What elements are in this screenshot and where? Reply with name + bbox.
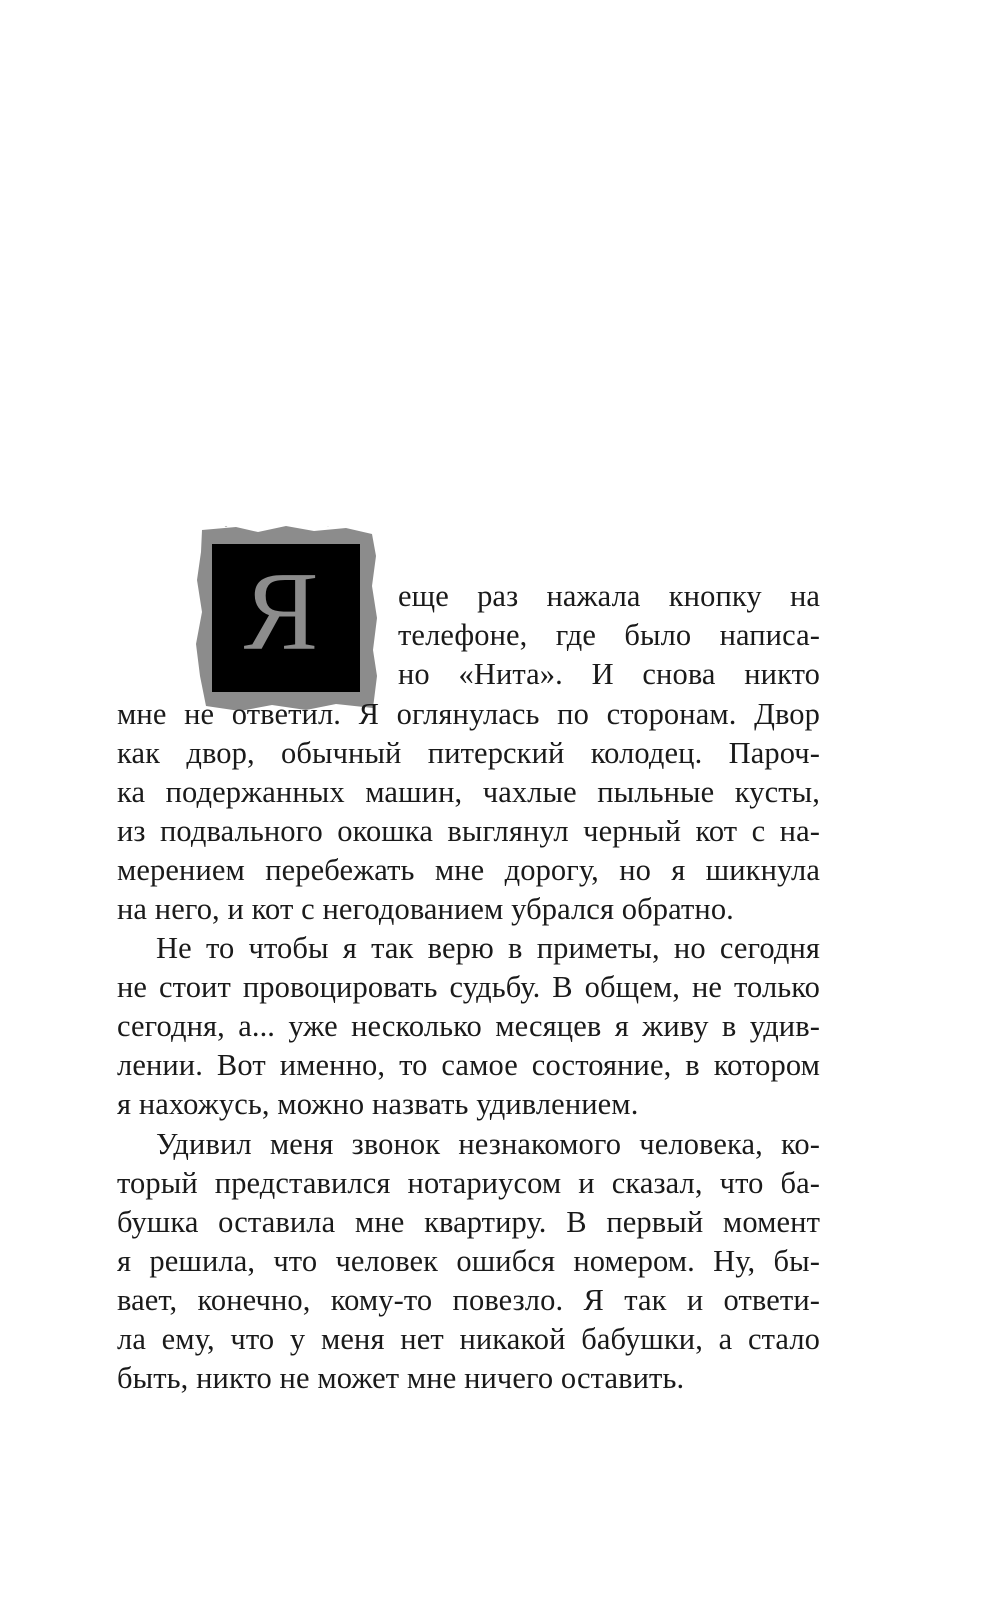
text-line: из подвального окошка выглянул черный кот с на-: [117, 814, 820, 848]
text-line: лении. Вот именно, то самое состояние, в котором: [117, 1048, 820, 1082]
text-line: еще раз нажала кнопку на: [398, 579, 820, 613]
text-line: я нахожусь, можно назвать удивлением.: [117, 1087, 639, 1121]
text-line: ка подержанных машин, чахлые пыльные кусты,: [117, 775, 820, 809]
text-line: бушка оставила мне квартиру. В первый момент: [117, 1205, 820, 1239]
text-line: на него, и кот с негодованием убрался обратно.: [117, 892, 734, 926]
text-line: Не то чтобы я так верю в приметы, но сегодня: [156, 931, 820, 965]
text-line: как двор, обычный питерский колодец. Пароч-: [117, 736, 820, 770]
text-line: вает, конечно, кому-то повезло. Я так и ответи-: [117, 1283, 820, 1317]
text-line: телефоне, где было написа-: [398, 618, 820, 652]
text-line: сегодня, а... уже несколько месяцев я живу в удив-: [117, 1009, 820, 1043]
text-line: мне не ответил. Я оглянулась по сторонам. Двор: [117, 697, 820, 731]
text-line: быть, никто не может мне ничего оставить.: [117, 1361, 685, 1395]
text-line: ла ему, что у меня нет никакой бабушки, а стало: [117, 1322, 820, 1356]
drop-cap: [196, 526, 378, 712]
text-line: мерением перебежать мне дорогу, но я шикнула: [117, 853, 820, 887]
text-line: но «Нита». И снова никто: [398, 657, 820, 691]
text-line: торый представился нотариусом и сказал, что ба-: [117, 1166, 820, 1200]
text-line: не стоит провоцировать судьбу. В общем, не только: [117, 970, 820, 1004]
text-line: Удивил меня звонок незнакомого человека, ко-: [156, 1127, 820, 1161]
drop-cap-letter: Я: [243, 550, 319, 674]
text-line: я решила, что человек ошибся номером. Ну, бы-: [117, 1244, 820, 1278]
